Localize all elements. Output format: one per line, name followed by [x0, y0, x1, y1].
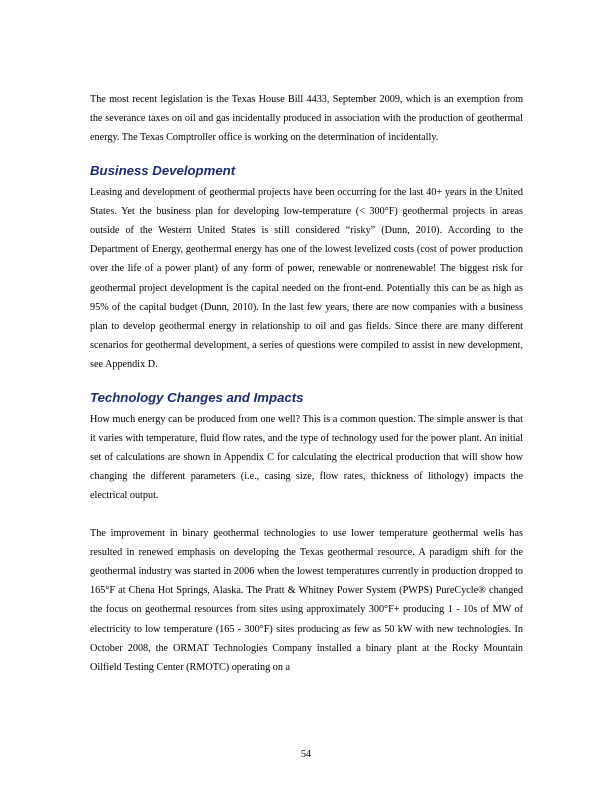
paragraph-legislation: The most recent legislation is the Texas House Bill 4433, September 2009, which is an exemption from the severance taxes on oil and gas incidentally produced in association with the production of geothermal energy. The Texas Comptroller office is working on the determination of incidentally.: [90, 94, 523, 144]
heading-business-development: Business Development: [90, 162, 236, 178]
document-body: [90, 90, 523, 677]
heading-technology-changes: Technology Changes and Impacts: [90, 389, 304, 405]
paragraph-technology-2: The improvement in binary geothermal technologies to use lower temperature geothermal wells has resulted in renewed emphasis on developing the Texas geothermal resource. A paradigm shift for the geothermal industry was started in 2006 when the lowest temperatures currently in production dropped to 165°F at Chena Hot Springs, Alaska. The Pratt & Whitney Power System (PWPS) PureCycle® changed the focus on geothermal resources from sites using approximately 300°F+ producing 1 - 10s of MW of electricity to low temperature (165 - 300°F) sites producing as few as 50 kW with new technologies. In October 2008, the ORMAT Technologies Company installed a binary plant at the Rocky Mountain Oilfield Testing Center (RMOTC) operating on a: [90, 527, 523, 674]
paragraph-business-development: Leasing and development of geothermal projects have been occurring for the last 40+ years in the United States. Yet the business plan for developing low-temperature (< 300°F) geothermal projects in areas outside of the Western United States is still considered “risky” (Dunn, 2010). According to the Department of Energy, geothermal energy has one of the lowest levelized costs (cost of power production over the life of a power plant) of any form of power, renewable or nonrenewable! The biggest risk for geothermal project development is the capital needed on the front-end. Potentially this can be as high as 95% of the capital budget (Dunn, 2010). In the last few years, there are now companies with a business plan to develop geothermal energy in relationship to oil and gas fields. Since there are many different scenarios for geothermal development, a series of questions were compiled to assist in new development, see Appendix D.: [90, 186, 523, 371]
page-number: 54: [300, 749, 312, 760]
paragraph-technology-1: How much energy can be produced from one well? This is a common question. The simple answer is that it varies with temperature, fluid flow rates, and the type of technology used for the power plant. An initial set of calculations are shown in Appendix C for calculating the electrical production that will show how changing the different parameters (i.e., casing size, flow rates, thickness of lithology) impacts the electrical output.: [90, 413, 523, 502]
